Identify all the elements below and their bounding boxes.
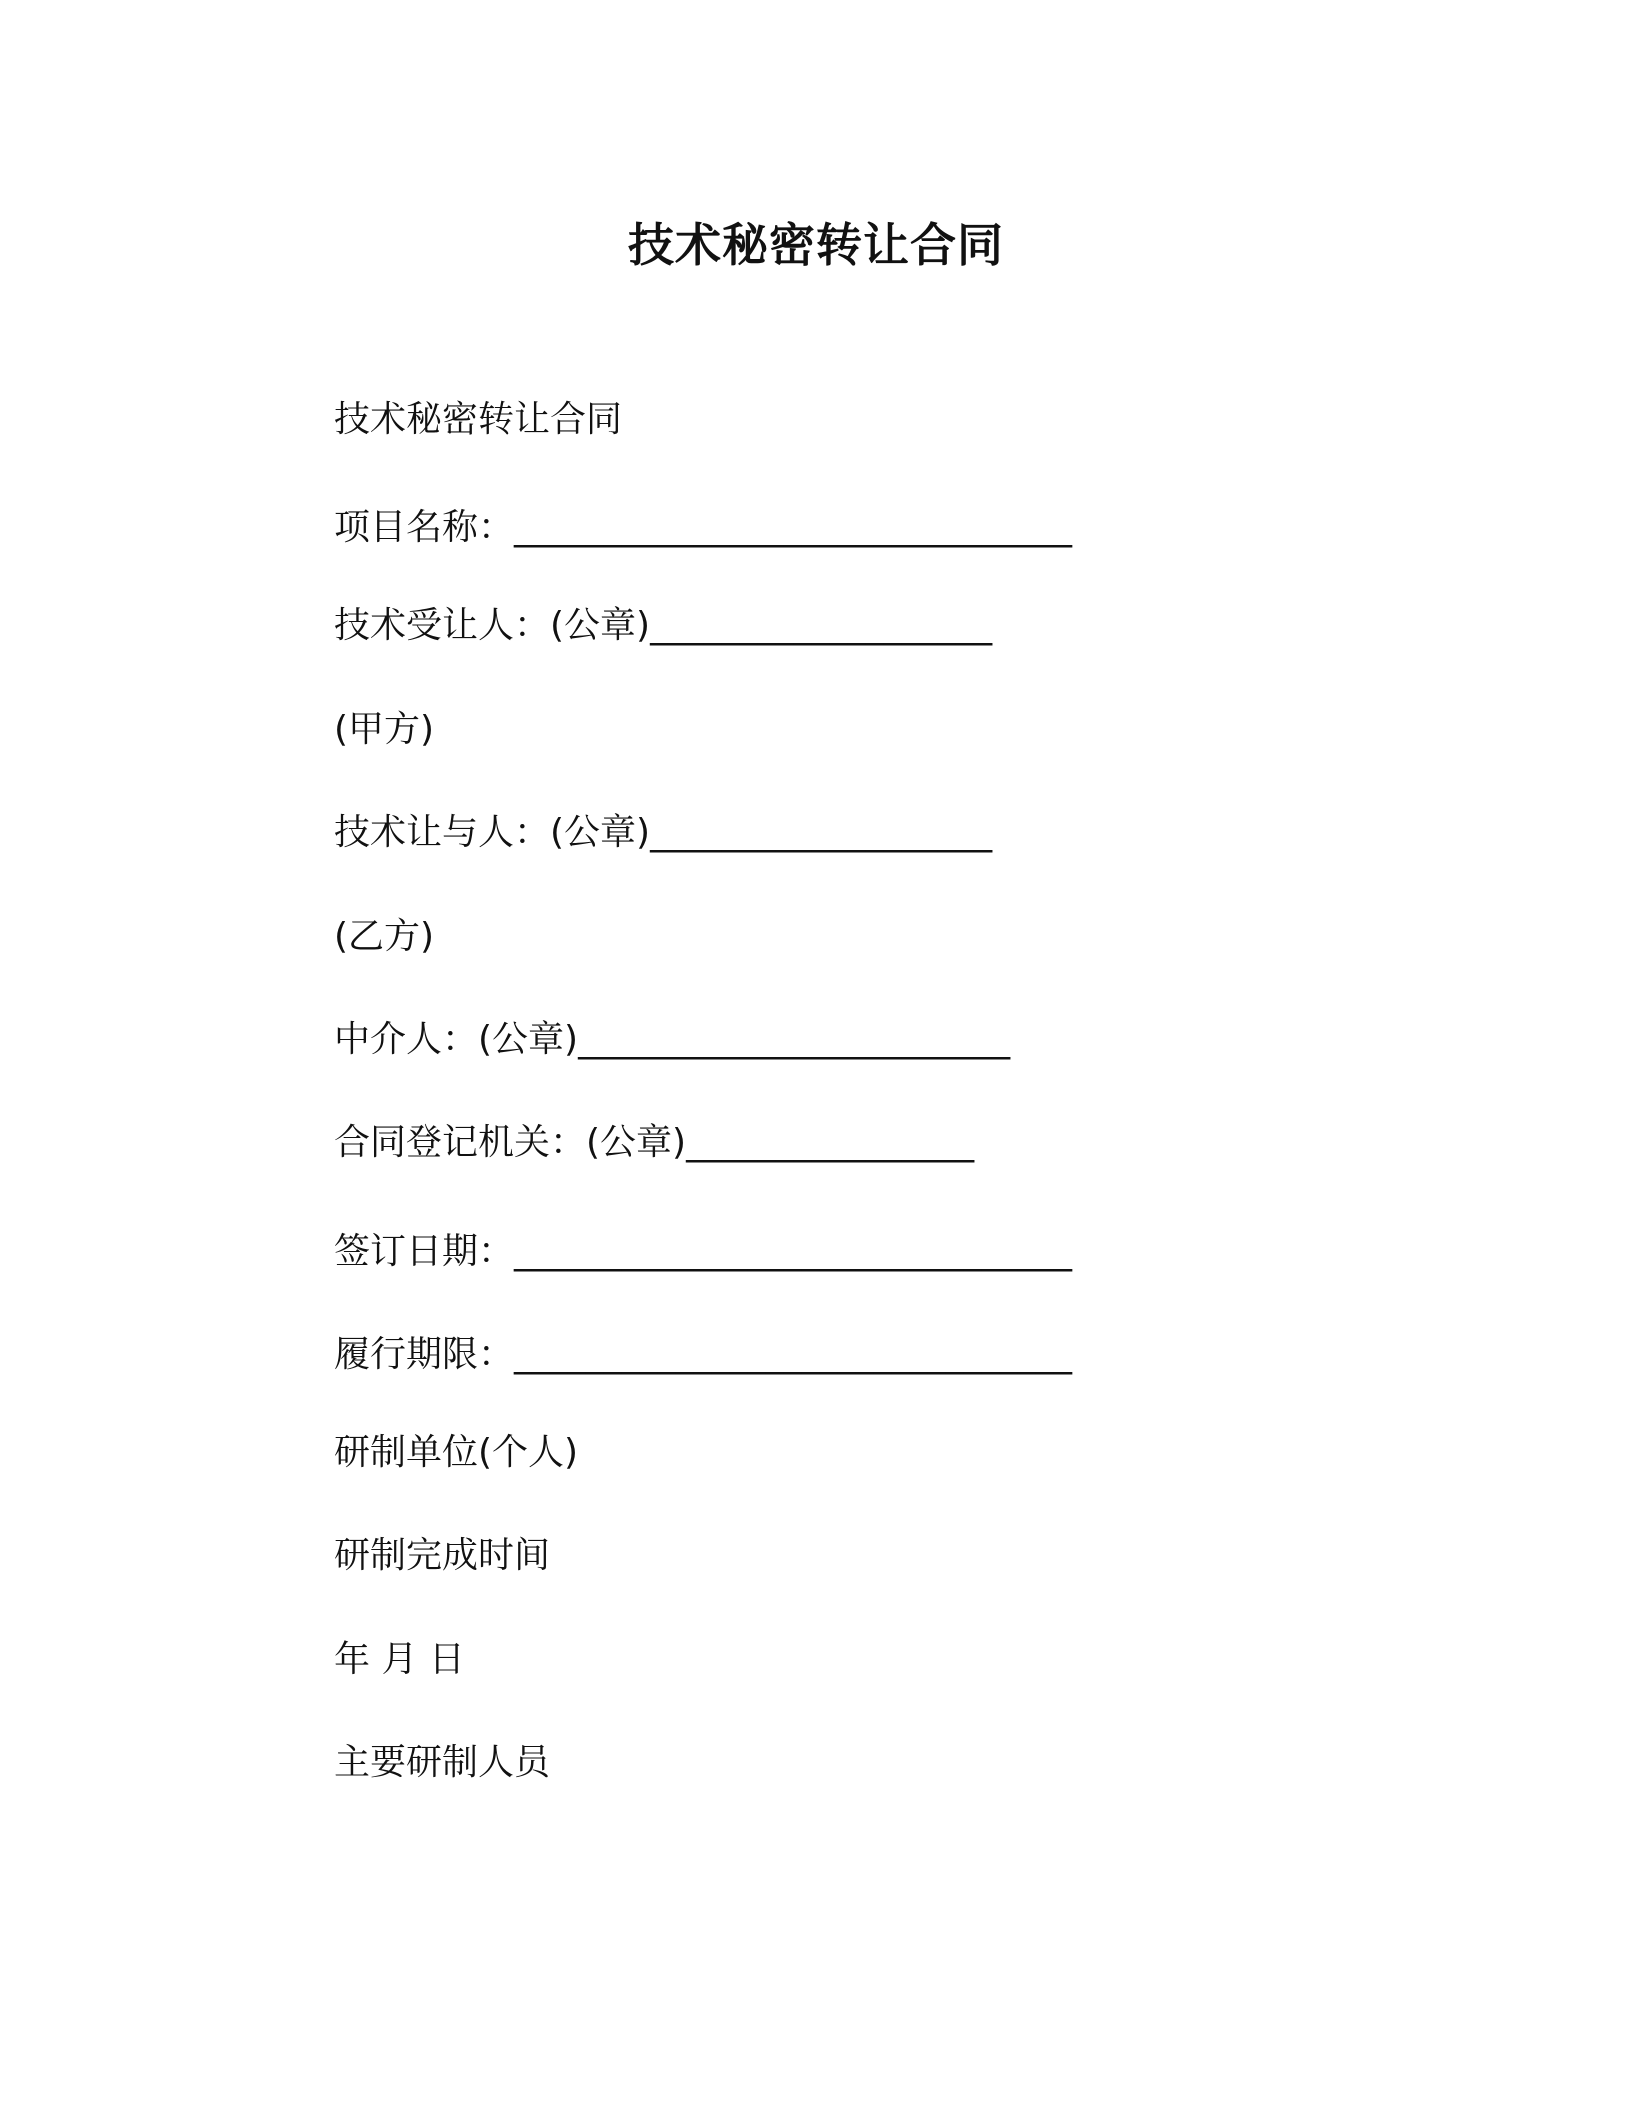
signing-date-blank: _______________________________ [514,1231,1073,1272]
performance-period-label: 履行期限： [334,1334,515,1375]
project-name-line [334,506,1072,549]
completion-time-line [334,1534,550,1577]
party-a-text: (甲方) [334,709,435,750]
developer-unit-text: 研制单位(个人) [334,1432,579,1473]
project-name-label: 项目名称： [334,507,515,548]
project-name-blank: _______________________________ [514,507,1073,548]
party-a-line [334,708,434,751]
intermediary-blank: ________________________ [578,1019,1011,1060]
completion-time-text: 研制完成时间 [334,1535,551,1576]
document-title: 技术秘密转让合同 [628,218,1004,272]
transferor-line [334,811,992,854]
party-b-line [334,915,434,958]
signing-date-label: 签订日期： [334,1231,515,1272]
signing-date-line [334,1230,1072,1273]
main-developers-line [334,1741,550,1784]
transferor-blank: ___________________ [650,812,993,853]
developer-unit-line [334,1431,578,1474]
transferee-label: 技术受让人：(公章) [334,605,651,646]
date-placeholder-text: 年 月 日 [334,1639,465,1680]
registration-authority-label: 合同登记机关：(公章) [334,1122,687,1163]
subtitle-text: 技术秘密转让合同 [334,399,623,440]
party-b-text: (乙方) [334,916,435,957]
registration-authority-blank: ________________ [686,1122,975,1163]
performance-period-line [334,1333,1072,1376]
subtitle-line [334,398,622,441]
intermediary-line [334,1018,1010,1061]
transferee-line [334,604,992,647]
transferee-blank: ___________________ [650,605,993,646]
registration-authority-line [334,1121,974,1164]
main-developers-text: 主要研制人员 [334,1742,551,1783]
transferor-label: 技术让与人：(公章) [334,812,651,853]
intermediary-label: 中介人：(公章) [334,1019,579,1060]
performance-period-blank: _______________________________ [514,1334,1073,1375]
date-placeholder-line [334,1638,465,1681]
